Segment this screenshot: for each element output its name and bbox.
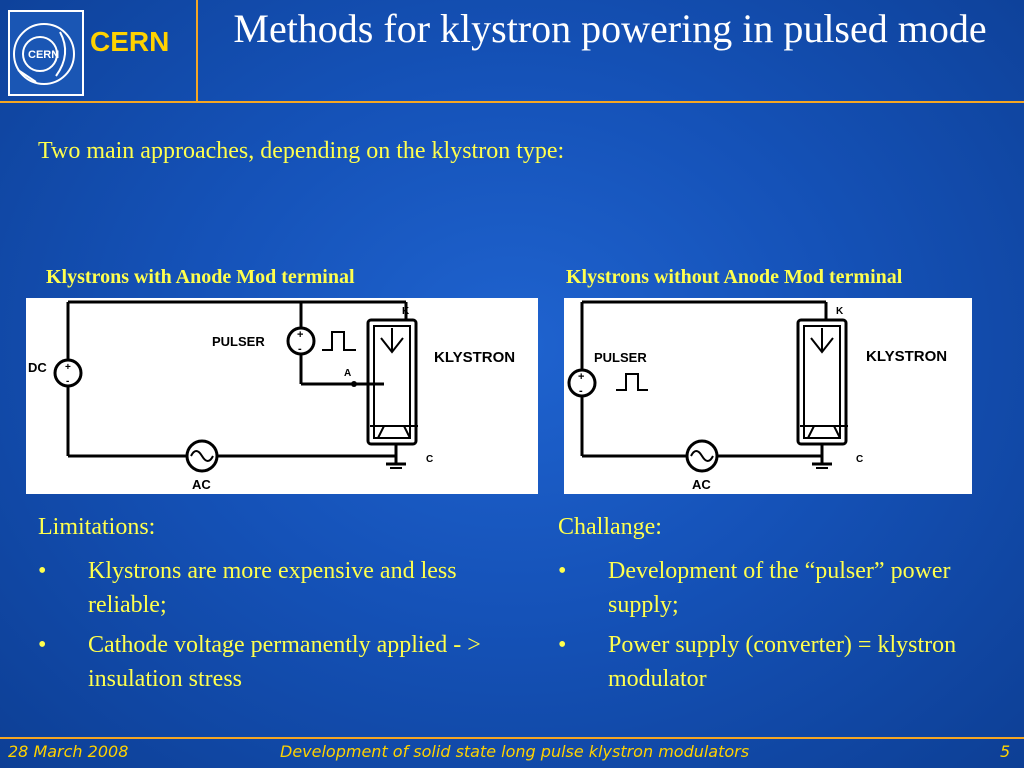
svg-text:K: K bbox=[402, 306, 410, 317]
svg-text:-: - bbox=[579, 385, 583, 397]
intro-text: Two main approaches, depending on the klystron type: bbox=[38, 138, 565, 164]
list-item-text: Development of the “pulser” power supply; bbox=[608, 558, 951, 618]
list-item bbox=[558, 628, 978, 698]
limitations-title: Limitations: bbox=[38, 514, 156, 540]
cern-logo bbox=[8, 10, 84, 96]
svg-text:A: A bbox=[344, 368, 352, 379]
header-divider-horizontal bbox=[0, 101, 1024, 103]
circuit-diagram-anode-mod-svg bbox=[26, 298, 538, 494]
svg-text:C: C bbox=[856, 454, 864, 465]
klystron-label: KLYSTRON bbox=[866, 348, 948, 365]
list-item bbox=[38, 554, 498, 624]
bullet-icon: • bbox=[38, 558, 47, 584]
svg-text:+: + bbox=[578, 371, 585, 383]
cern-brand: CERN bbox=[90, 26, 170, 57]
ac-label: AC bbox=[692, 477, 711, 492]
circuit-diagram-no-anode-mod bbox=[564, 298, 972, 494]
footer-date: 28 March 2008 bbox=[8, 742, 129, 761]
svg-text:+: + bbox=[65, 362, 71, 373]
svg-text:-: - bbox=[298, 343, 302, 355]
svg-text:-: - bbox=[66, 376, 70, 387]
bullet-icon: • bbox=[558, 558, 567, 584]
slide-title: Methods for klystron powering in pulsed mode bbox=[233, 6, 987, 51]
pulser-label: PULSER bbox=[212, 334, 265, 349]
panel-heading-anode-mod: Klystrons with Anode Mod terminal bbox=[46, 266, 355, 288]
panel-heading-no-anode-mod: Klystrons without Anode Mod terminal bbox=[566, 266, 903, 288]
svg-text:CERN: CERN bbox=[28, 49, 60, 61]
circuit-diagram-no-anode-mod-svg bbox=[564, 298, 972, 494]
footer-page-number: 5 bbox=[1000, 742, 1011, 761]
challenge-title: Challange: bbox=[558, 514, 662, 540]
list-item-text: Cathode voltage permanently applied - > insulation stress bbox=[88, 632, 481, 692]
dc-label: DC bbox=[28, 360, 47, 375]
pulser-label: PULSER bbox=[594, 350, 647, 365]
cern-logo-icon bbox=[10, 12, 82, 94]
header-divider-vertical bbox=[196, 0, 198, 102]
svg-text:C: C bbox=[426, 454, 434, 465]
svg-text:+: + bbox=[297, 329, 304, 341]
list-item-text: Klystrons are more expensive and less reliable; bbox=[88, 558, 457, 618]
bullet-icon: • bbox=[558, 632, 567, 658]
klystron-label: KLYSTRON bbox=[434, 349, 516, 366]
svg-text:K: K bbox=[836, 306, 844, 317]
bullet-icon: • bbox=[38, 632, 47, 658]
ac-label: AC bbox=[192, 477, 211, 492]
list-item bbox=[558, 554, 978, 624]
circuit-diagram-anode-mod bbox=[26, 298, 538, 494]
list-item bbox=[38, 628, 498, 698]
footer-divider bbox=[0, 737, 1024, 739]
list-item-text: Power supply (converter) = klystron modulator bbox=[608, 632, 957, 692]
footer-talk-title: Development of solid state long pulse klystron modulators bbox=[280, 742, 750, 761]
